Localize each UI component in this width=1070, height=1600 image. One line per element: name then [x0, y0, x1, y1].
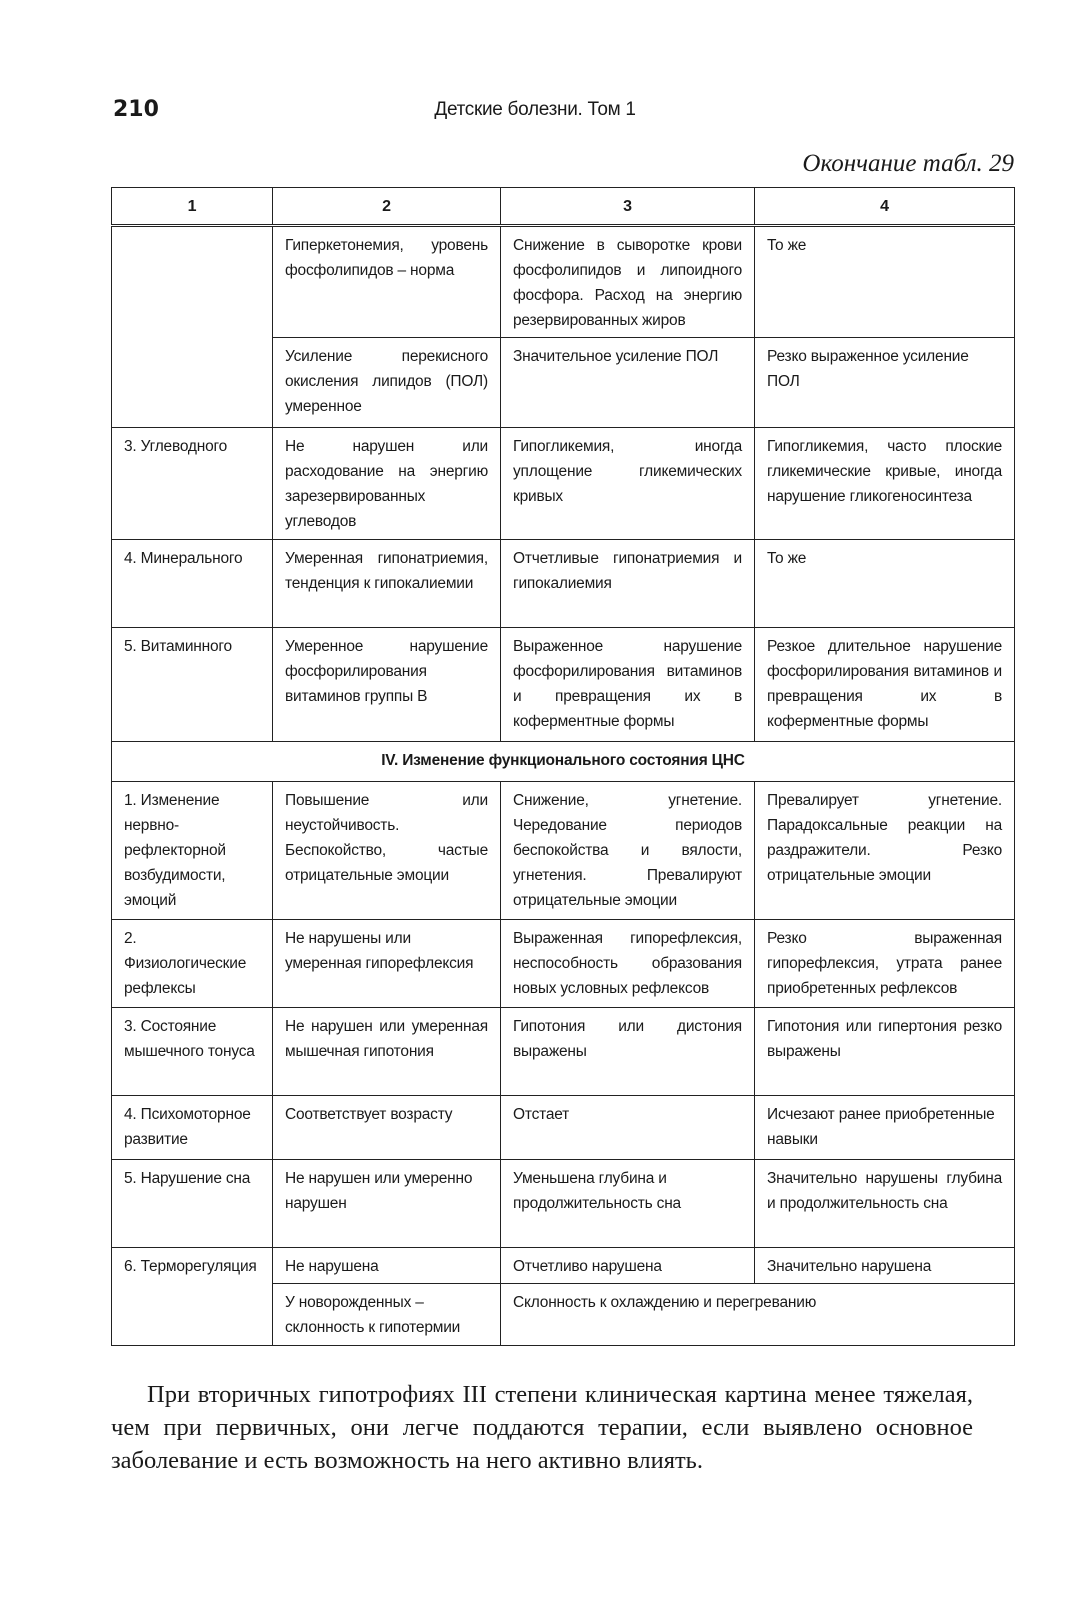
table-cell: Гипотония или дистония выражены	[501, 1008, 755, 1096]
table-cell: Гипогликемия, иногда уплощение гликемических кривых	[501, 428, 755, 540]
table-cell: 4. Психомоторное развитие	[112, 1096, 273, 1160]
table-cell: Отчетливо нарушена	[501, 1248, 755, 1284]
table-cell: У новорожденных – склонность к гипотермии	[273, 1284, 501, 1346]
table-cell: 2. Физиологические рефлексы	[112, 920, 273, 1008]
table-cell: 4. Минерального	[112, 540, 273, 628]
table-cell: Умеренная гипонатриемия, тенденция к гипокалиемии	[273, 540, 501, 628]
table-cell: Значительное усиление ПОЛ	[501, 338, 755, 428]
table-row	[112, 1008, 1015, 1096]
table-cell: Не нарушены или умеренная гипорефлексия	[273, 920, 501, 1008]
table-caption: Окончание табл. 29	[802, 150, 1014, 177]
table-cell: Значительно нарушены глубина и продолжительность сна	[755, 1160, 1015, 1248]
table-cell: Уменьшена глубина и продолжительность сна	[501, 1160, 755, 1248]
column-header: 3	[501, 188, 755, 226]
table-cell: То же	[755, 226, 1015, 338]
table-cell: Снижение в сыворотке крови фосфолипидов и липоидного фосфора. Расход на энергию резервированных жиров	[501, 226, 755, 338]
body-paragraph: При вторичных гипотрофиях III степени клиническая картина менее тяжелая, чем при первичных, они легче поддаются терапии, если выявлено основное заболевание и есть возможность на него активно влиять.	[111, 1381, 973, 1474]
table-cell: Не нарушена	[273, 1248, 501, 1284]
table-cell: 5. Витаминного	[112, 628, 273, 742]
column-header: 1	[112, 188, 273, 226]
table-row	[112, 540, 1015, 628]
table-cell: Резкое длительное нарушение фосфорилирования витаминов и превращения их в коферментные формы	[755, 628, 1015, 742]
table-cell: То же	[755, 540, 1015, 628]
page-number: 210	[113, 97, 159, 122]
table-cell	[112, 226, 273, 428]
table-cell: Повышение или неустойчивость. Беспокойство, частые отрицательные эмоции	[273, 782, 501, 920]
section-row	[112, 742, 1015, 782]
table-cell: Резко выраженное усиление ПОЛ	[755, 338, 1015, 428]
data-table	[111, 187, 1015, 1346]
section-title: IV. Изменение функционального состояния ЦНС	[112, 742, 1015, 782]
table-row	[112, 1248, 1015, 1284]
table-cell: Снижение, угнетение. Чередование периодов беспокойства и вялости, угнетения. Превалируют отрицательные эмоции	[501, 782, 755, 920]
table-cell: Склонность к охлаждению и перегреванию	[501, 1284, 1015, 1346]
table-cell: Гипогликемия, часто плоские гликемические кривые, иногда нарушение гликогеносинтеза	[755, 428, 1015, 540]
table-cell: Гипотония или гипертония резко выражены	[755, 1008, 1015, 1096]
column-header: 2	[273, 188, 501, 226]
running-head: Детские болезни. Том 1	[434, 99, 636, 120]
table-cell: Умеренное нарушение фосфорилирования витаминов группы В	[273, 628, 501, 742]
table-cell: Значительно нарушена	[755, 1248, 1015, 1284]
table-cell: Соответствует возрасту	[273, 1096, 501, 1160]
table-cell: 5. Нарушение сна	[112, 1160, 273, 1248]
table-cell: Выраженная гипорефлексия, неспособность образования новых условных рефлексов	[501, 920, 755, 1008]
table-cell: Резко выраженная гипорефлексия, утрата ранее приобретенных рефлексов	[755, 920, 1015, 1008]
table-cell: Не нарушен или умеренная мышечная гипотония	[273, 1008, 501, 1096]
table-cell: 6. Терморегуляция	[112, 1248, 273, 1346]
table-cell: Превалирует угнетение. Парадоксальные реакции на раздражители. Резко отрицательные эмоции	[755, 782, 1015, 920]
table-row	[112, 226, 1015, 338]
table-cell: Не нарушен или умеренно нарушен	[273, 1160, 501, 1248]
table-cell: Гиперкетонемия, уровень фосфолипидов – норма	[273, 226, 501, 338]
table-cell: Отчетливые гипонатриемия и гипокалиемия	[501, 540, 755, 628]
table-row	[112, 428, 1015, 540]
table-header-row	[112, 188, 1015, 226]
table-row	[112, 628, 1015, 742]
table-cell: Исчезают ранее приобретенные навыки	[755, 1096, 1015, 1160]
table-cell: Не нарушен или расходование на энергию зарезервированных углеводов	[273, 428, 501, 540]
table-cell: Усиление перекисного окисления липидов (ПОЛ) умеренное	[273, 338, 501, 428]
table-row	[112, 920, 1015, 1008]
table-cell: 3. Углеводного	[112, 428, 273, 540]
table-cell: 1. Изменение нервно-рефлекторной возбудимости, эмоций	[112, 782, 273, 920]
table-cell: Отстает	[501, 1096, 755, 1160]
table-row	[112, 1096, 1015, 1160]
column-header: 4	[755, 188, 1015, 226]
table-row	[112, 782, 1015, 920]
table-row	[112, 1160, 1015, 1248]
table-cell: 3. Состояние мышечного тонуса	[112, 1008, 273, 1096]
table-cell: Выраженное нарушение фосфорилирования витаминов и превращения их в коферментные формы	[501, 628, 755, 742]
